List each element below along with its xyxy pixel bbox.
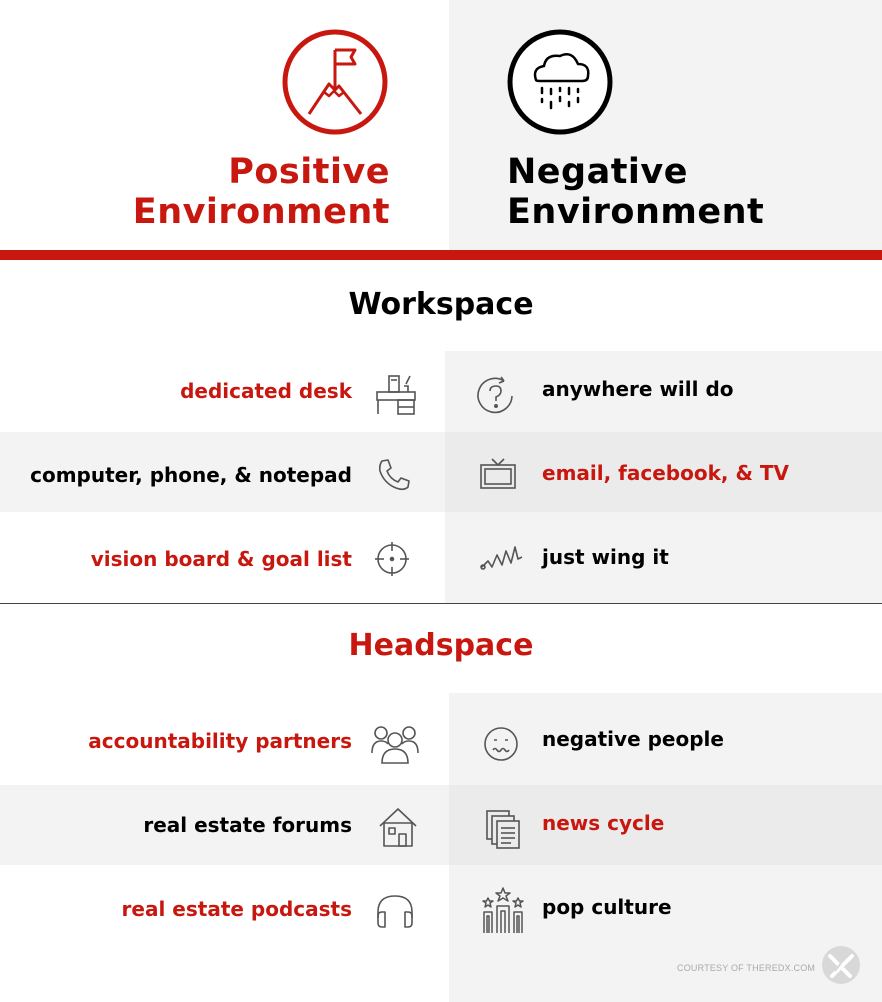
headspace-right-item-2: news cycle [542, 811, 665, 835]
target-icon [374, 541, 410, 577]
workspace-right-item-3: just wing it [542, 545, 669, 569]
rain-cloud-icon [506, 28, 614, 136]
headspace-section-title: Headspace [348, 628, 534, 663]
headphones-icon [374, 892, 416, 930]
workspace-left-item-1: dedicated desk [180, 379, 352, 403]
headspace-left-item-2: real estate forums [143, 813, 352, 837]
negative-title-line2: Environment [507, 192, 765, 232]
headspace-right-item-3: pop culture [542, 895, 672, 919]
house-icon [378, 806, 418, 848]
people-icon [370, 723, 420, 765]
stars-podium-icon [480, 886, 526, 934]
zigzag-icon [480, 543, 524, 573]
documents-icon [484, 808, 522, 850]
negative-environment-title [507, 152, 847, 232]
workspace-right-item-1: anywhere will do [542, 377, 734, 401]
credit-text: COURTESY OF THEREDX.COM [677, 963, 816, 973]
positive-environment-title [100, 152, 390, 232]
workspace-section-title: Workspace [348, 287, 534, 322]
headspace-left-item-3: real estate podcasts [121, 897, 352, 921]
desk-icon [374, 372, 418, 416]
question-cycle-icon [474, 376, 518, 418]
positive-title-line1: Positive [228, 152, 390, 192]
workspace-right-item-2: email, facebook, & TV [542, 461, 789, 485]
workspace-left-item-3: vision board & goal list [90, 547, 352, 571]
mountain-flag-icon [281, 28, 389, 136]
headspace-right-item-1: negative people [542, 727, 724, 751]
negative-title-line1: Negative [507, 152, 688, 192]
header-divider-red [0, 250, 882, 260]
sad-face-icon [482, 725, 520, 763]
redx-logo [821, 945, 861, 985]
section-divider-line [0, 603, 882, 604]
headspace-left-item-1: accountability partners [88, 729, 352, 753]
positive-title-line2: Environment [132, 192, 390, 232]
tv-icon [479, 456, 517, 492]
workspace-left-item-2: computer, phone, & notepad [30, 463, 352, 487]
phone-icon [376, 457, 412, 493]
